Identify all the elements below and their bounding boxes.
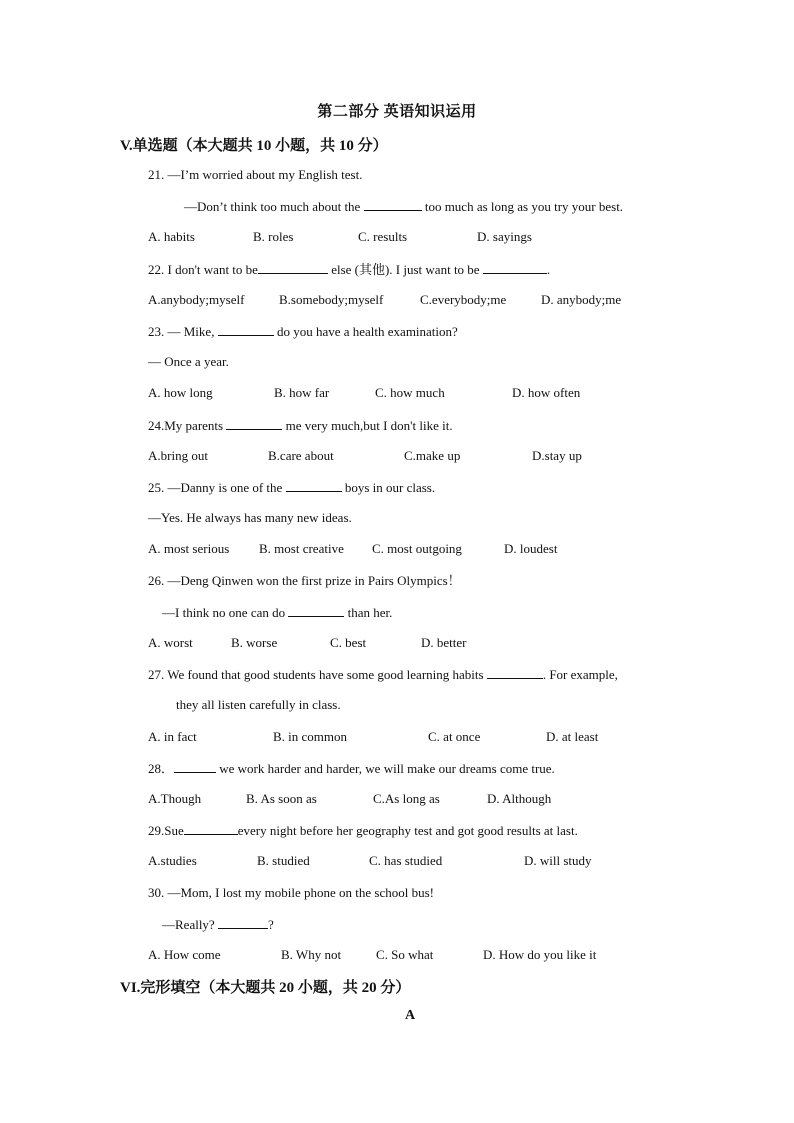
question-29-option-c: C. has studied <box>369 853 443 868</box>
answer-blank <box>218 323 274 336</box>
question-22-option-a: A.anybody;myself <box>148 292 245 307</box>
page-title: 第二部分 英语知识运用 <box>317 104 477 120</box>
question-27-line-1: 27. We found that good students have some good learning habits . For example, <box>148 667 618 682</box>
answer-blank <box>174 760 216 773</box>
answer-blank <box>483 261 547 274</box>
answer-blank <box>218 916 268 929</box>
question-22-line-1: 22. I don't want to be else (其他). I just want to be . <box>148 262 551 277</box>
question-23-line-2: — Once a year. <box>148 354 229 369</box>
answer-blank <box>286 479 342 492</box>
section-header-cloze: VI.完形填空（本大题共 20 小题，共 20 分） <box>120 980 411 996</box>
question-26-option-d: D. better <box>421 635 467 650</box>
question-24-option-a: A.bring out <box>148 448 208 463</box>
question-24-option-b: B.care about <box>268 448 334 463</box>
question-28-option-d: D. Although <box>487 791 552 806</box>
question-26-line-2: —I think no one can do than her. <box>162 605 393 620</box>
question-30-option-c: C. So what <box>376 947 434 962</box>
answer-blank <box>364 198 422 211</box>
question-21-option-d: D. sayings <box>477 229 532 244</box>
section-header-single-choice: V.单选题（本大题共 10 小题，共 10 分） <box>120 138 388 154</box>
question-24-option-d: D.stay up <box>532 448 582 463</box>
question-27-option-c: C. at once <box>428 729 481 744</box>
question-27-option-d: D. at least <box>546 729 599 744</box>
question-29-option-b: B. studied <box>257 853 310 868</box>
answer-blank <box>184 822 238 835</box>
question-30-line-1: 30. —Mom, I lost my mobile phone on the school bus! <box>148 885 434 900</box>
question-21-option-b: B. roles <box>253 229 294 244</box>
question-22-option-b: B.somebody;myself <box>279 292 384 307</box>
question-26-option-a: A. worst <box>148 635 193 650</box>
question-25-line-1: 25. —Danny is one of the boys in our class. <box>148 480 436 495</box>
question-25-option-a: A. most serious <box>148 541 230 556</box>
question-23-option-b: B. how far <box>274 385 330 400</box>
question-30-option-d: D. How do you like it <box>483 947 597 962</box>
question-30-line-2: —Really? ? <box>162 917 274 932</box>
question-28-line-1: 28． we work harder and harder, we will make our dreams come true. <box>148 761 555 776</box>
question-27-option-b: B. in common <box>273 729 348 744</box>
question-27-line-2: they all listen carefully in class. <box>176 697 341 712</box>
question-21-option-c: C. results <box>358 229 408 244</box>
question-23-option-c: C. how much <box>375 385 445 400</box>
question-24-option-c: C.make up <box>404 448 461 463</box>
question-28-option-c: C.As long as <box>373 791 440 806</box>
question-23-option-a: A. how long <box>148 385 213 400</box>
question-25-option-d: D. loudest <box>504 541 558 556</box>
question-29-option-a: A.studies <box>148 853 197 868</box>
question-22-option-c: C.everybody;me <box>420 292 507 307</box>
question-22-option-d: D. anybody;me <box>541 292 622 307</box>
question-25-line-2: —Yes. He always has many new ideas. <box>148 510 352 525</box>
answer-blank <box>226 417 282 430</box>
passage-label: A <box>404 1008 416 1023</box>
question-21-line-1: 21. —I’m worried about my English test. <box>148 167 363 182</box>
answer-blank <box>288 604 344 617</box>
question-29-option-d: D. will study <box>524 853 592 868</box>
question-23-line-1: 23. — Mike, do you have a health examination? <box>148 324 458 339</box>
answer-blank <box>487 666 543 679</box>
question-25-option-b: B. most creative <box>259 541 344 556</box>
question-24-line-1: 24.My parents me very much,but I don't like it. <box>148 418 453 433</box>
question-26-option-b: B. worse <box>231 635 278 650</box>
question-30-option-a: A. How come <box>148 947 221 962</box>
question-26-line-1: 26. —Deng Qinwen won the first prize in Pairs Olympics！ <box>148 573 461 588</box>
question-28-option-a: A.Though <box>148 791 202 806</box>
question-21-line-2: —Don’t think too much about the too much as long as you try your best. <box>184 199 624 214</box>
question-26-option-c: C. best <box>330 635 367 650</box>
question-25-option-c: C. most outgoing <box>372 541 462 556</box>
question-29-line-1: 29.Sue every night before her geography test and got good results at last. <box>148 823 578 838</box>
question-27-option-a: A. in fact <box>148 729 197 744</box>
question-21-option-a: A. habits <box>148 229 195 244</box>
question-23-option-d: D. how often <box>512 385 581 400</box>
question-30-option-b: B. Why not <box>281 947 342 962</box>
answer-blank <box>258 261 328 274</box>
question-28-option-b: B. As soon as <box>246 791 317 806</box>
